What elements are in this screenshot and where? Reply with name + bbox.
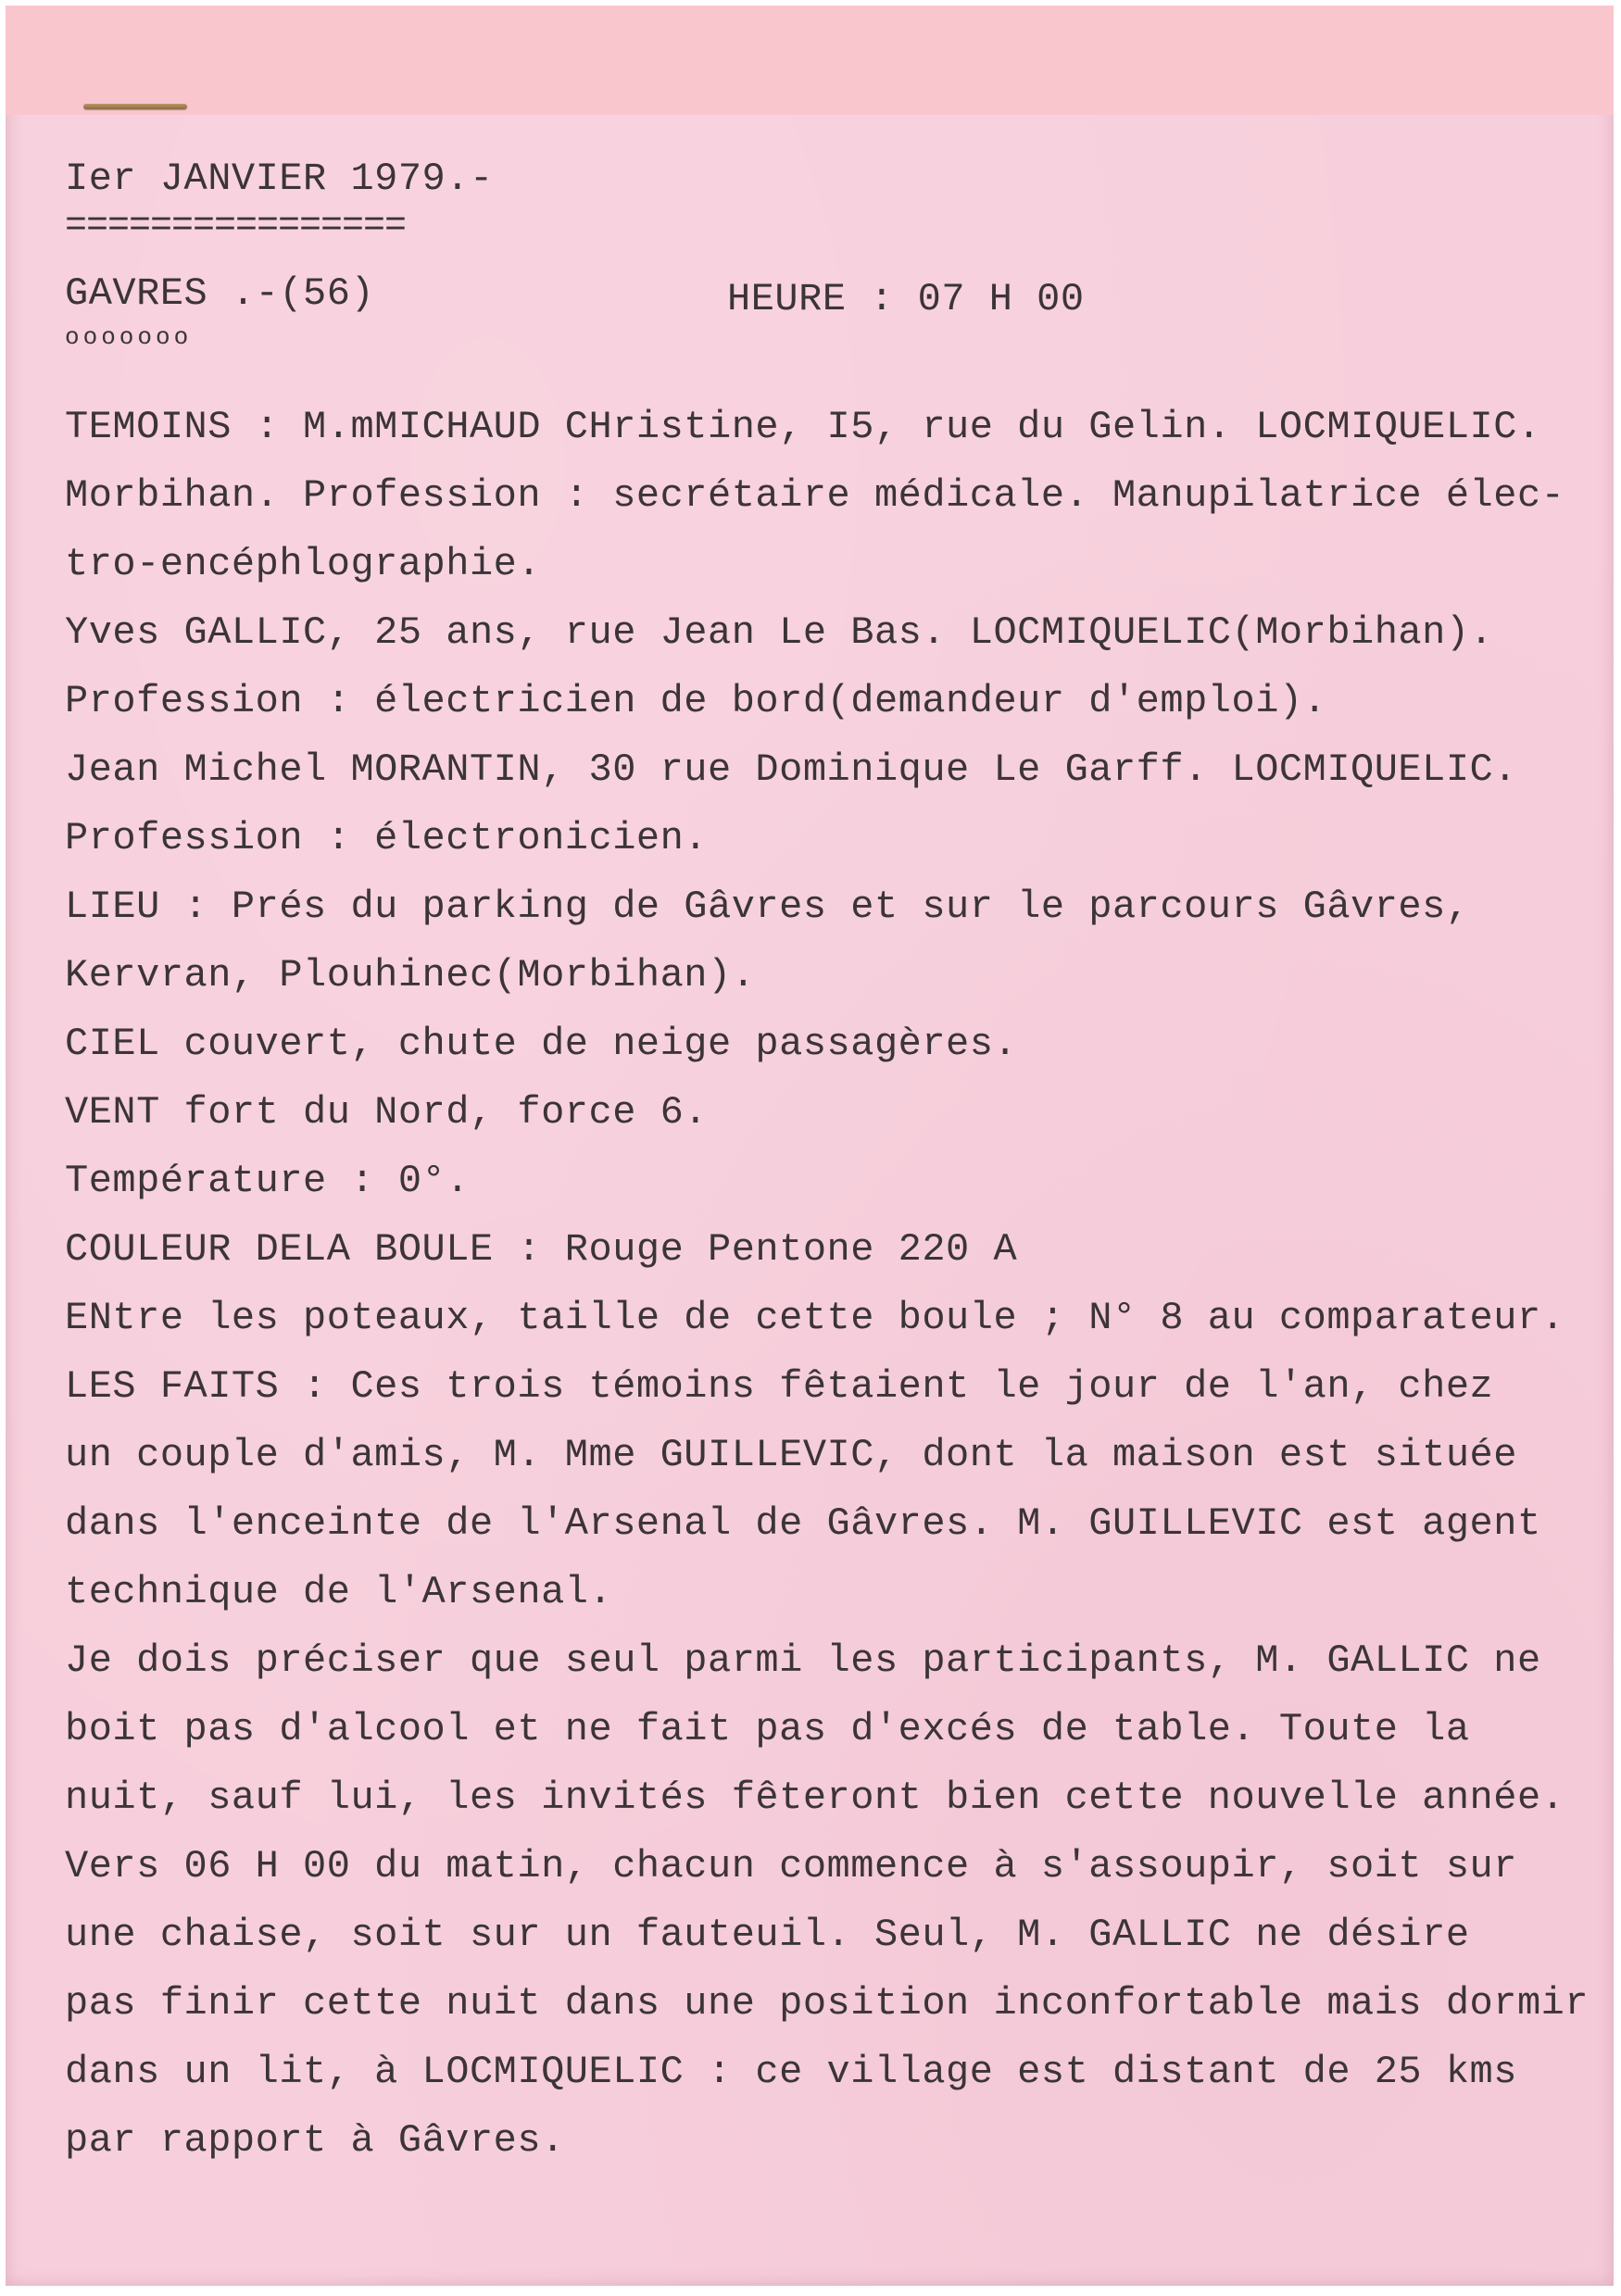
body-line: LES FAITS : Ces trois témoins fêtaient le jour de l'an, chez [65, 1364, 1494, 1409]
body-line: COULEUR DELA BOULE : Rouge Pentone 220 A [65, 1227, 1018, 1272]
body-line: boit pas d'alcool et ne fait pas d'excés de table. Toute la [65, 1707, 1470, 1751]
body-line: une chaise, soit sur un fauteuil. Seul, M. GALLIC ne désire [65, 1913, 1470, 1957]
body-line: tro-encéphlographie. [65, 542, 542, 586]
typed-report [65, 144, 1593, 2175]
place-underline: ooooooo [65, 323, 193, 351]
body-line: VENT fort du Nord, force 6. [65, 1090, 709, 1135]
body-line: un couple d'amis, M. Mme GUILLEVIC, dont la maison est située [65, 1433, 1517, 1477]
body-line: nuit, sauf lui, les invités fêteront bien cette nouvelle année. [65, 1775, 1565, 1820]
date-line: Ier JANVIER 1979.- [65, 157, 494, 201]
body-line: dans un lit, à LOCMIQUELIC : ce village est distant de 25 kms [65, 2050, 1517, 2094]
body-line: par rapport à Gâvres. [65, 2118, 565, 2163]
body-line: Profession : électronicien. [65, 816, 709, 860]
body-line: pas finir cette nuit dans une position inconfortable mais dormir [65, 1981, 1590, 2026]
place-label: GAVRES .-(56) [65, 271, 375, 316]
body-line: ENtre les poteaux, taille de cette boule ; N° 8 au comparateur. [65, 1296, 1565, 1340]
report-body [65, 393, 1593, 2175]
hour-label: HEURE : 07 H 00 [727, 277, 1085, 321]
body-line: Morbihan. Profession : secrétaire médicale. Manupilatrice élec- [65, 473, 1565, 518]
date-underline: ================ [65, 206, 407, 247]
body-line: CIEL couvert, chute de neige passagères. [65, 1022, 1018, 1066]
body-line: dans l'enceinte de l'Arsenal de Gâvres. M. GUILLEVIC est agent [65, 1501, 1541, 1546]
body-line: Je dois préciser que seul parmi les participants, M. GALLIC ne [65, 1638, 1541, 1683]
body-line: Jean Michel MORANTIN, 30 rue Dominique Le Garff. LOCMIQUELIC. [65, 747, 1517, 792]
body-line: Yves GALLIC, 25 ans, rue Jean Le Bas. LOCMIQUELIC(Morbihan). [65, 610, 1494, 655]
body-line: Température : 0°. [65, 1159, 470, 1203]
pink-top-band [6, 6, 1614, 115]
place-hour-row [65, 259, 1593, 328]
staple-mark [83, 104, 187, 109]
body-line: technique de l'Arsenal. [65, 1570, 613, 1614]
paper-sheet [6, 6, 1614, 2286]
body-line: Profession : électricien de bord(demandeur d'emploi). [65, 679, 1327, 723]
body-line: Vers 06 H 00 du matin, chacun commence à s'assoupir, soit sur [65, 1844, 1517, 1888]
body-line: Kervran, Plouhinec(Morbihan). [65, 953, 756, 997]
body-line: LIEU : Prés du parking de Gâvres et sur le parcours Gâvres, [65, 885, 1470, 929]
body-line: TEMOINS : M.mMICHAUD CHristine, I5, rue du Gelin. LOCMIQUELIC. [65, 405, 1541, 449]
